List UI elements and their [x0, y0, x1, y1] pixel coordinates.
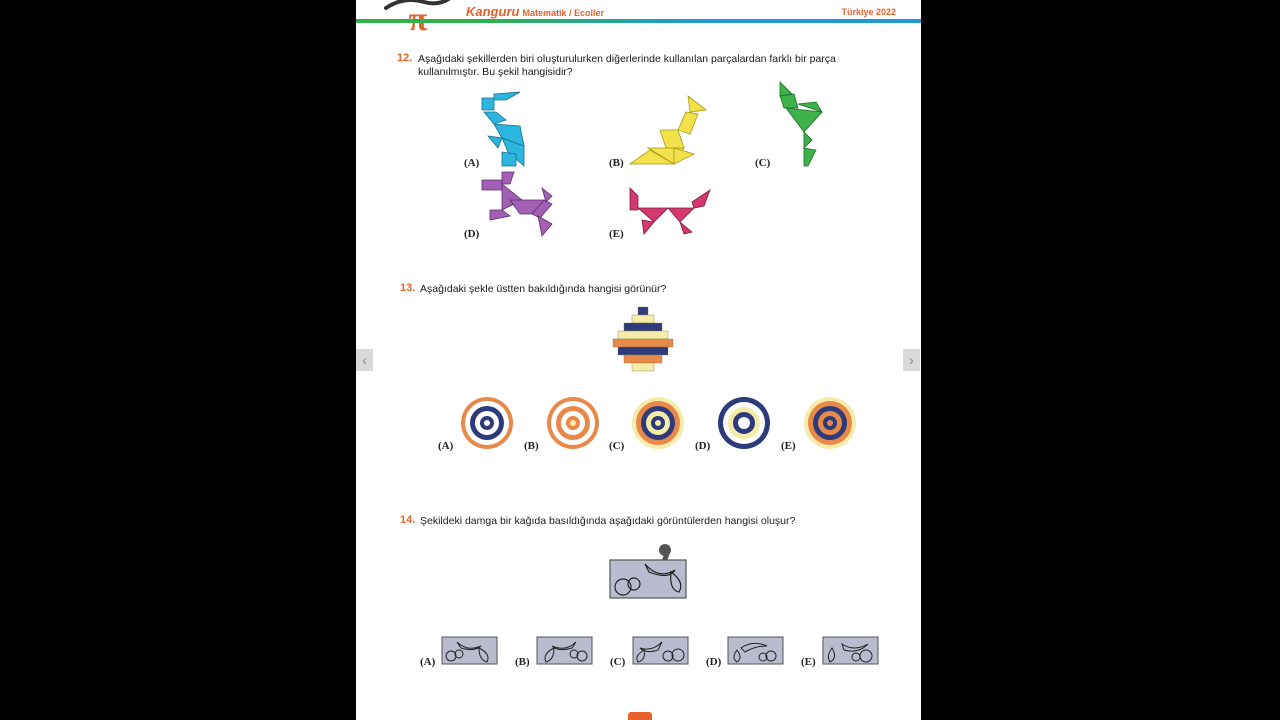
header-brand	[466, 4, 604, 19]
question-12-number: 12.	[397, 52, 413, 64]
next-page-button[interactable]	[903, 349, 920, 371]
q13-option-b-label[interactable]: (B)	[524, 440, 539, 452]
q13-option-c-circles[interactable]	[631, 396, 685, 450]
question-14-number: 14.	[400, 514, 416, 526]
q12-option-d-tangram[interactable]	[480, 170, 556, 238]
question-12-line1: Aşağıdaki şekillerden biri oluşturulurken diğerlerinde kullanılan parçalardan farklı bir parça	[418, 53, 836, 65]
q12-option-e-tangram[interactable]	[628, 186, 712, 236]
q12-option-a-label[interactable]: (A)	[464, 157, 480, 169]
chevron-right-icon: ›	[909, 352, 914, 368]
q13-option-c-label[interactable]: (C)	[609, 440, 625, 452]
q14-option-b-print[interactable]	[536, 636, 594, 666]
question-13-number: 13.	[400, 282, 416, 294]
page-number-tab	[628, 712, 652, 720]
q12-option-d-label[interactable]: (D)	[464, 228, 480, 240]
q14-option-d-print[interactable]	[727, 636, 785, 666]
q14-stamp	[609, 542, 689, 602]
q13-stacked-figure	[612, 306, 676, 372]
q12-option-b-tangram[interactable]	[628, 94, 710, 166]
q14-option-b-label[interactable]: (B)	[515, 656, 530, 668]
q12-option-c-tangram[interactable]	[774, 80, 826, 166]
q14-option-e-label[interactable]: (E)	[801, 656, 816, 668]
q13-option-b-circles[interactable]	[546, 396, 600, 450]
q14-option-a-label[interactable]: (A)	[420, 656, 436, 668]
q13-option-d-label[interactable]: (D)	[695, 440, 711, 452]
question-12-text	[418, 53, 888, 79]
q14-option-c-print[interactable]	[632, 636, 690, 666]
q14-option-e-print[interactable]	[822, 636, 880, 666]
q12-option-a-tangram[interactable]	[480, 90, 530, 168]
q13-option-a-label[interactable]: (A)	[438, 440, 454, 452]
question-14-text: Şekildeki damga bir kağıda basıldığında aşağıdaki görüntülerden hangisi oluşur?	[420, 515, 796, 527]
q14-option-c-label[interactable]: (C)	[610, 656, 626, 668]
q13-option-a-circles[interactable]	[460, 396, 514, 450]
q13-option-d-circles[interactable]	[717, 396, 771, 450]
prev-page-button[interactable]	[356, 349, 373, 371]
header-year: Türkiye 2022	[841, 7, 896, 17]
chevron-left-icon: ‹	[362, 352, 367, 368]
header-divider	[356, 19, 921, 23]
q14-option-d-label[interactable]: (D)	[706, 656, 722, 668]
header-subtitle: Matematik / Ecoller	[522, 8, 604, 18]
worksheet-page	[356, 0, 921, 720]
brand-name: Kanguru	[466, 4, 520, 19]
question-13-text: Aşağıdaki şekle üstten bakıldığında hangisi görünür?	[420, 283, 667, 295]
q14-option-a-print[interactable]	[441, 636, 499, 666]
question-12-line2: kullanılmıştır. Bu şekil hangisidir?	[418, 66, 573, 78]
q12-option-e-label[interactable]: (E)	[609, 228, 624, 240]
q13-option-e-circles[interactable]	[803, 396, 857, 450]
q13-option-e-label[interactable]: (E)	[781, 440, 796, 452]
q12-option-b-label[interactable]: (B)	[609, 157, 624, 169]
q12-option-c-label[interactable]: (C)	[755, 157, 771, 169]
kangaroo-pi-logo-icon	[384, 0, 454, 34]
